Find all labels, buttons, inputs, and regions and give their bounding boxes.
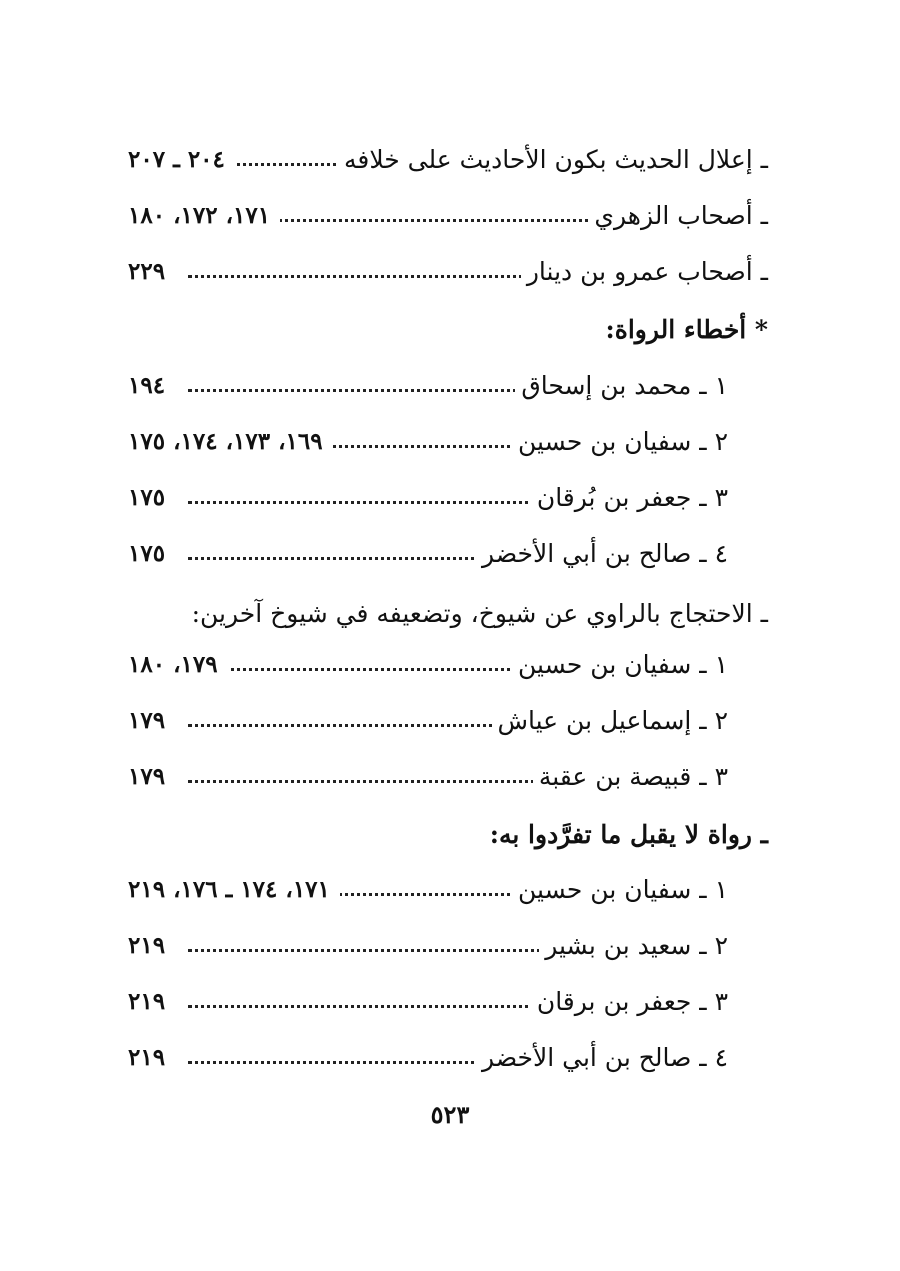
index-entry — [128, 140, 768, 180]
index-entry — [128, 926, 768, 966]
entry-pages: ٢٠٤ ـ ٢٠٧ — [128, 140, 235, 180]
index-entry — [128, 422, 768, 462]
index-entry — [128, 757, 768, 797]
entry-pages: ٢١٩ — [128, 1038, 175, 1078]
entry-label: ٣ ـ جعفر بن بُرقان — [531, 478, 728, 518]
index-entry — [128, 982, 768, 1022]
entry-label: ٢ ـ سعيد بن بشير — [539, 926, 728, 966]
page-number: ٥٢٣ — [430, 1100, 470, 1129]
entry-pages: ١٧٥ — [128, 534, 175, 574]
section-heading — [128, 594, 768, 634]
section-heading — [128, 310, 768, 350]
entry-label: ٢ ـ سفيان بن حسين — [512, 422, 728, 462]
entry-label: ٣ ـ قبيصة بن عقبة — [533, 757, 728, 797]
section-heading — [128, 815, 768, 855]
entry-pages: ١٧٥ — [128, 478, 175, 518]
entry-label: ٢ ـ إسماعيل بن عياش — [492, 701, 729, 741]
index-entry — [128, 366, 768, 406]
entry-pages: ١٩٤ — [128, 366, 175, 406]
entry-label: ـ أصحاب الزهري — [588, 196, 768, 236]
entry-pages: ٢٢٩ — [128, 252, 175, 292]
entry-pages: ١٧٩ — [128, 757, 175, 797]
index-entry — [128, 870, 768, 910]
index-entry — [128, 701, 768, 741]
entry-pages: ١٧١، ١٧٤ ـ ١٧٦، ٢١٩ — [128, 870, 340, 910]
entry-label: ٤ ـ صالح بن أبي الأخضر — [476, 534, 728, 574]
entry-pages: ١٧٩، ١٨٠ — [128, 645, 228, 685]
entry-label: ـ إعلال الحديث بكون الأحاديث على خلافه — [338, 140, 768, 180]
entry-pages: ٢١٩ — [128, 926, 175, 966]
entry-label: ١ ـ محمد بن إسحاق — [515, 366, 728, 406]
section-heading-text: * أخطاء الرواة: — [605, 315, 768, 344]
entry-pages: ٢١٩ — [128, 982, 175, 1022]
section-heading-text: ـ رواة لا يقبل ما تفرَّدوا به: — [489, 820, 768, 849]
entry-label: ـ أصحاب عمرو بن دينار — [521, 252, 768, 292]
entry-pages: ١٦٩، ١٧٣، ١٧٤، ١٧٥ — [128, 422, 333, 462]
section-heading-text: ـ الاحتجاج بالراوي عن شيوخ، وتضعيفه في شيوخ آخرين: — [191, 599, 768, 628]
index-entry — [128, 534, 768, 574]
entry-label: ١ ـ سفيان بن حسين — [512, 645, 728, 685]
index-entry — [128, 478, 768, 518]
index-entry — [128, 645, 768, 685]
entry-label: ١ ـ سفيان بن حسين — [512, 870, 728, 910]
index-entry — [128, 252, 768, 292]
entry-label: ٤ ـ صالح بن أبي الأخضر — [476, 1038, 728, 1078]
index-entry — [128, 1038, 768, 1078]
index-entry — [128, 196, 768, 236]
entry-pages: ١٧٩ — [128, 701, 175, 741]
entry-pages: ١٧١، ١٧٢، ١٨٠ — [128, 196, 280, 236]
entry-label: ٣ ـ جعفر بن برقان — [531, 982, 728, 1022]
